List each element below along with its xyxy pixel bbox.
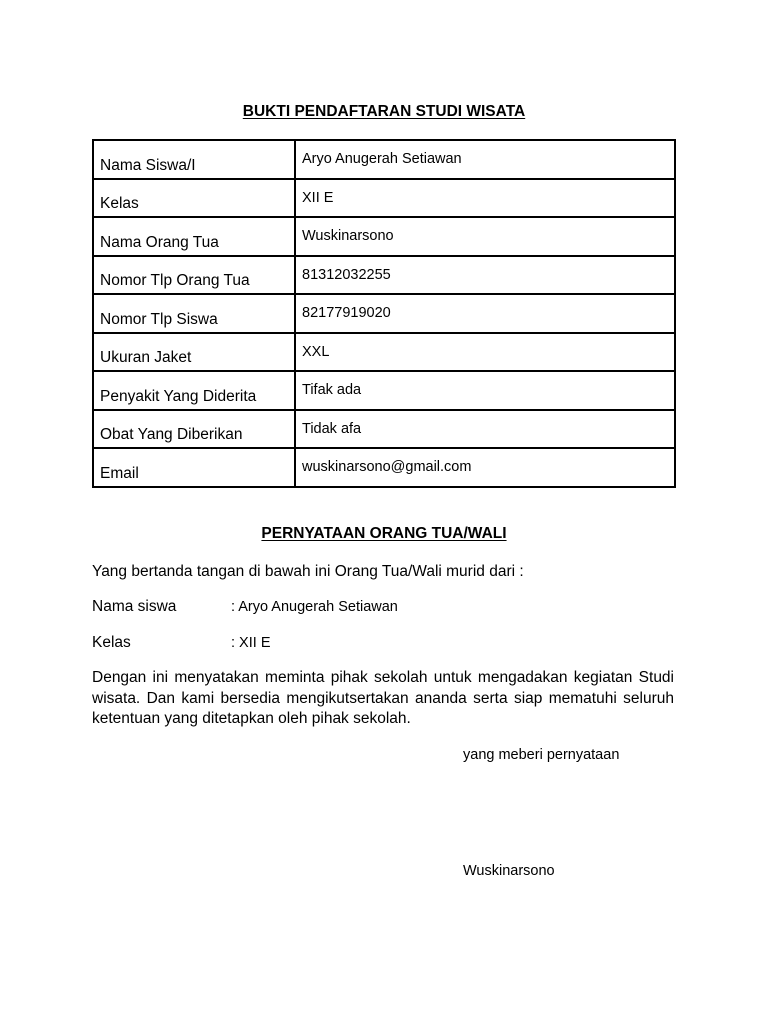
table-row xyxy=(93,410,675,449)
student-name-label: Nama siswa xyxy=(92,598,177,615)
row-label: Ukuran Jaket xyxy=(93,333,295,372)
student-name-row xyxy=(92,598,398,616)
table-row xyxy=(93,256,675,295)
table-row xyxy=(93,294,675,333)
row-label: Nomor Tlp Siswa xyxy=(93,294,295,333)
document-title: BUKTI PENDAFTARAN STUDI WISATA xyxy=(242,103,526,120)
row-label: Email xyxy=(93,448,295,487)
row-value: Tifak ada xyxy=(295,371,675,410)
table-row xyxy=(93,448,675,487)
row-label: Kelas xyxy=(93,179,295,218)
row-value: wuskinarsono@gmail.com xyxy=(295,448,675,487)
class-row xyxy=(92,634,271,652)
row-value: Tidak afa xyxy=(295,410,675,449)
row-label: Obat Yang Diberikan xyxy=(93,410,295,449)
row-label: Nama Orang Tua xyxy=(93,217,295,256)
row-label: Penyakit Yang Diderita xyxy=(93,371,295,410)
row-value: 82177919020 xyxy=(295,294,675,333)
row-label: Nama Siswa/I xyxy=(93,140,295,179)
row-value: Aryo Anugerah Setiawan xyxy=(295,140,675,179)
class-value: : XII E xyxy=(231,635,271,651)
registration-table xyxy=(92,139,676,488)
statement-title: PERNYATAAN ORANG TUA/WALI xyxy=(261,525,507,542)
signer-caption: yang meberi pernyataan xyxy=(463,747,620,763)
row-value: XXL xyxy=(295,333,675,372)
table-row xyxy=(93,371,675,410)
row-value: Wuskinarsono xyxy=(295,217,675,256)
row-value: XII E xyxy=(295,179,675,218)
table-row xyxy=(93,140,675,179)
class-label: Kelas xyxy=(92,634,131,651)
statement-paragraph: Dengan ini menyatakan meminta pihak sekolah untuk mengadakan kegiatan Studi wisata. Dan kami bersedia mengikutsertakan ananda serta siap mematuhi seluruh ketentuan yang ditetapkan oleh pihak sekolah. xyxy=(92,669,674,727)
table-row xyxy=(93,217,675,256)
table-row xyxy=(93,333,675,372)
row-value: 81312032255 xyxy=(295,256,675,295)
table-row xyxy=(93,179,675,218)
signer-name: Wuskinarsono xyxy=(463,863,555,879)
student-name-value: : Aryo Anugerah Setiawan xyxy=(231,599,398,615)
statement-intro: Yang bertanda tangan di bawah ini Orang Tua/Wali murid dari : xyxy=(92,563,524,580)
row-label: Nomor Tlp Orang Tua xyxy=(93,256,295,295)
